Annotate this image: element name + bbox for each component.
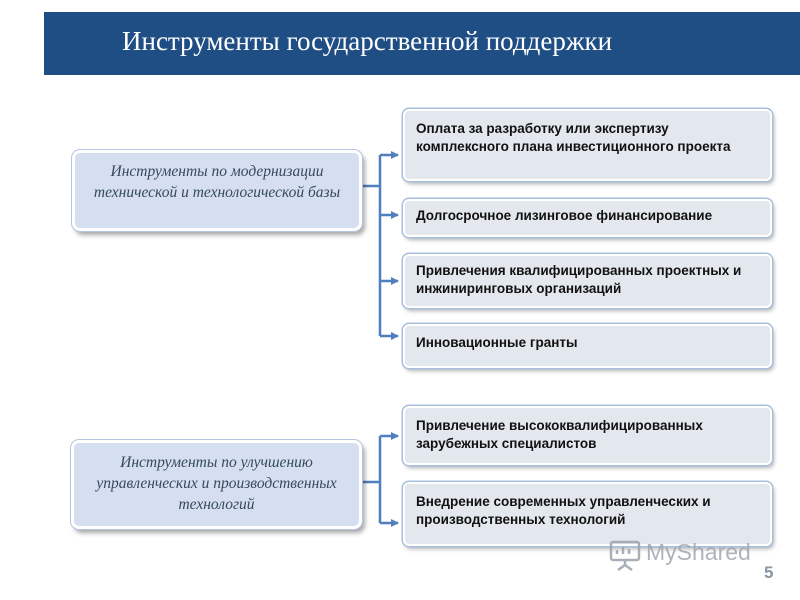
item-text: Привлечение высококвалифицированных зарубежных специалистов [416, 418, 703, 451]
slide-title: Инструменты государственной поддержки [122, 26, 613, 56]
watermark-text: MyShared [646, 539, 751, 565]
item-text: Внедрение современных управленческих и производственных технологий [416, 494, 711, 527]
item-text: Привлечения квалифицированных проектных и инжиниринговых организаций [416, 263, 742, 296]
item-box [403, 199, 772, 237]
group-label: Инструменты по улучшению управленческих и производственных технологий [96, 454, 337, 513]
presentation-board-icon [608, 538, 642, 572]
item-text: Оплата за разработку или экспертизу комплексного плана инвестиционного проекта [416, 121, 731, 154]
item-box [403, 254, 772, 308]
watermark [606, 536, 766, 576]
group-label: Инструменты по модернизации технической и технологической базы [93, 163, 341, 201]
group-box-modernization [72, 150, 362, 231]
item-box [403, 406, 772, 465]
item-box [403, 324, 772, 368]
page-number: 5 [764, 563, 774, 582]
item-box [403, 109, 772, 181]
item-text: Долгосрочное лизинговое финансирование [416, 208, 713, 223]
group-box-management [71, 440, 362, 529]
item-text: Инновационные гранты [416, 335, 578, 350]
